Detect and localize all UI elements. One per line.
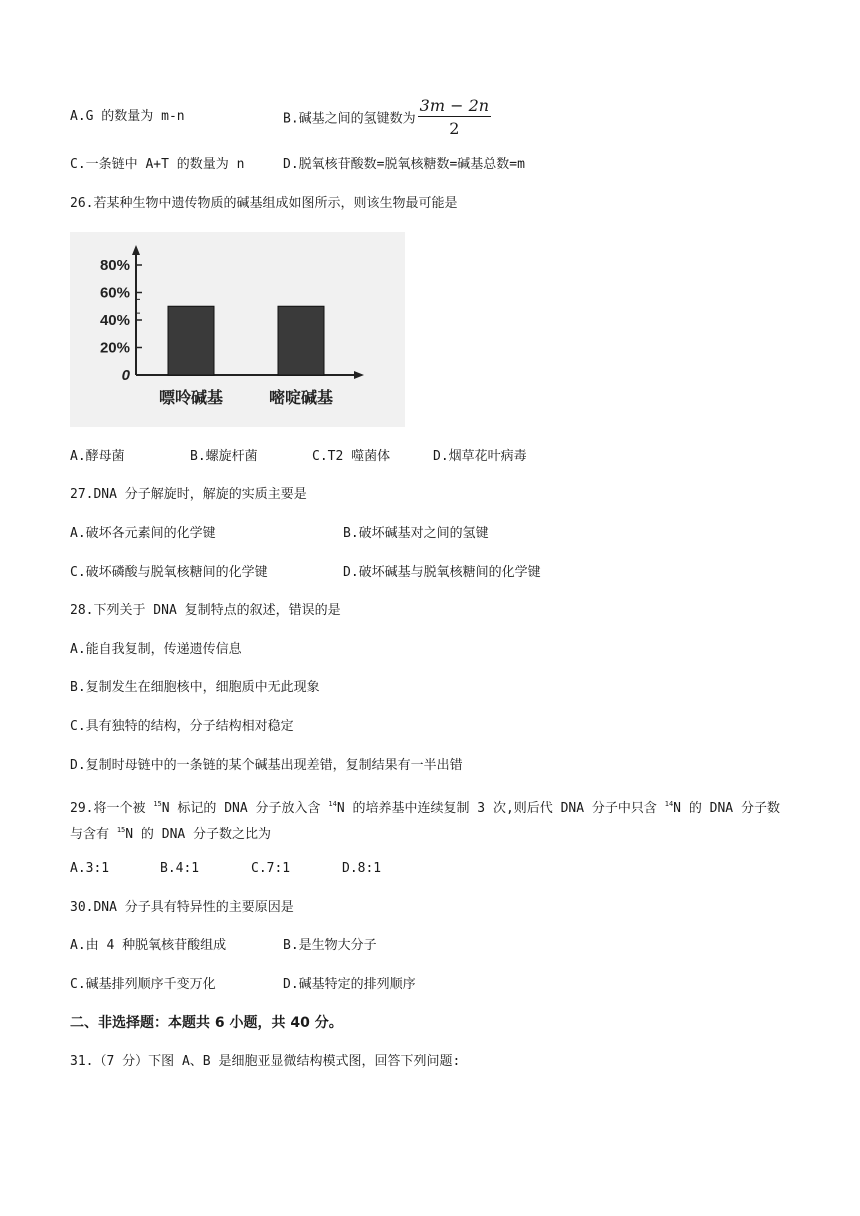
q29-text: N 标记的 DNA 分子放入含: [161, 801, 329, 816]
q27-option-d: D.破坏碱基与脱氧核糖间的化学键: [343, 565, 541, 580]
q30-option-a: A.由 4 种脱氧核苷酸组成: [70, 938, 227, 953]
q30-option-c: C.碱基排列顺序千变万化: [70, 977, 216, 992]
y-tick-label: 40%: [99, 312, 130, 329]
x-category-label: 嘧啶碱基: [268, 388, 334, 407]
bar-pyrimidine: [278, 306, 324, 375]
q25-option-d: D.脱氧核苷酸数=脱氧核糖数=碱基总数=m: [283, 157, 525, 172]
q28-option-a: A.能自我复制，传递遗传信息: [70, 642, 242, 657]
y-tick-label: 20%: [99, 339, 130, 357]
q30-option-b: B.是生物大分子: [283, 938, 377, 953]
q26-option-c: C.T2 噬菌体: [312, 449, 391, 464]
y-tick-label: 0: [121, 367, 130, 384]
q28-option-c: C.具有独特的结构，分子结构相对稳定: [70, 719, 294, 734]
base-composition-chart: [70, 232, 405, 427]
q27-option-b: B.破坏碱基对之间的氢键: [343, 526, 489, 541]
q26-option-b: B.螺旋杆菌: [190, 449, 258, 464]
bar-purine: [168, 306, 214, 375]
q30-option-d: D.碱基特定的排列顺序: [283, 977, 416, 992]
q28-stem: 28.下列关于 DNA 复制特点的叙述，错误的是: [70, 603, 341, 618]
q29-stem-line1: [70, 795, 780, 818]
q29-text: N 的 DNA 分子数: [673, 801, 780, 816]
q25-option-b-text: B.碱基之间的氢键数为: [283, 111, 416, 127]
fraction-numerator: 3m − 2n: [419, 96, 490, 115]
isotope-superscript: 14: [664, 800, 674, 808]
q29-text: N 的 DNA 分子数之比为: [125, 827, 272, 842]
section-heading: 二、非选择题：本题共 6 小题，共 40 分。: [70, 1015, 343, 1031]
x-category-label: 嘌呤碱基: [158, 388, 224, 407]
q29-option-b: B.4:1: [160, 861, 200, 876]
q29-text: 29.将一个被: [70, 801, 154, 816]
q25-option-b: [283, 96, 491, 138]
q25-option-a: A.G 的数量为 m-n: [70, 109, 185, 124]
fraction-denominator: 2: [449, 119, 460, 138]
q26-option-a: A.酵母菌: [70, 449, 125, 464]
q27-option-c: C.破坏磷酸与脱氧核糖间的化学键: [70, 565, 268, 580]
y-tick-label: 80%: [99, 257, 130, 274]
isotope-superscript: 15: [116, 826, 126, 834]
q28-option-d: D.复制时母链中的一条链的某个碱基出现差错，复制结果有一半出错: [70, 758, 463, 773]
q29-option-c: C.7:1: [251, 861, 291, 876]
q27-option-a: A.破坏各元素间的化学键: [70, 526, 216, 541]
q25-option-b-fraction: [418, 96, 491, 138]
q29-option-d: D.8:1: [342, 861, 382, 876]
q27-stem: 27.DNA 分子解旋时，解旋的实质主要是: [70, 487, 307, 502]
q25-option-c: C.一条链中 A+T 的数量为 n: [70, 157, 245, 172]
q29-stem-line2: [70, 821, 271, 844]
q29-text: 与含有: [70, 827, 117, 842]
q28-option-b: B.复制发生在细胞核中，细胞质中无此现象: [70, 680, 320, 695]
isotope-superscript: 15: [153, 800, 162, 808]
q29-text: N 的培养基中连续复制 3 次,则后代 DNA 分子中只含: [336, 801, 665, 816]
q29-option-a: A.3:1: [70, 861, 110, 876]
y-tick-label: 60%: [99, 284, 130, 302]
q26-option-d: D.烟草花叶病毒: [433, 449, 527, 464]
q30-stem: 30.DNA 分子具有特异性的主要原因是: [70, 900, 294, 915]
q31-stem: 31.（7 分）下图 A、B 是细胞亚显微结构模式图，回答下列问题:: [70, 1054, 461, 1069]
q26-stem: 26.若某种生物中遗传物质的碱基组成如图所示，则该生物最可能是: [70, 196, 458, 211]
isotope-superscript: 14: [328, 800, 337, 808]
